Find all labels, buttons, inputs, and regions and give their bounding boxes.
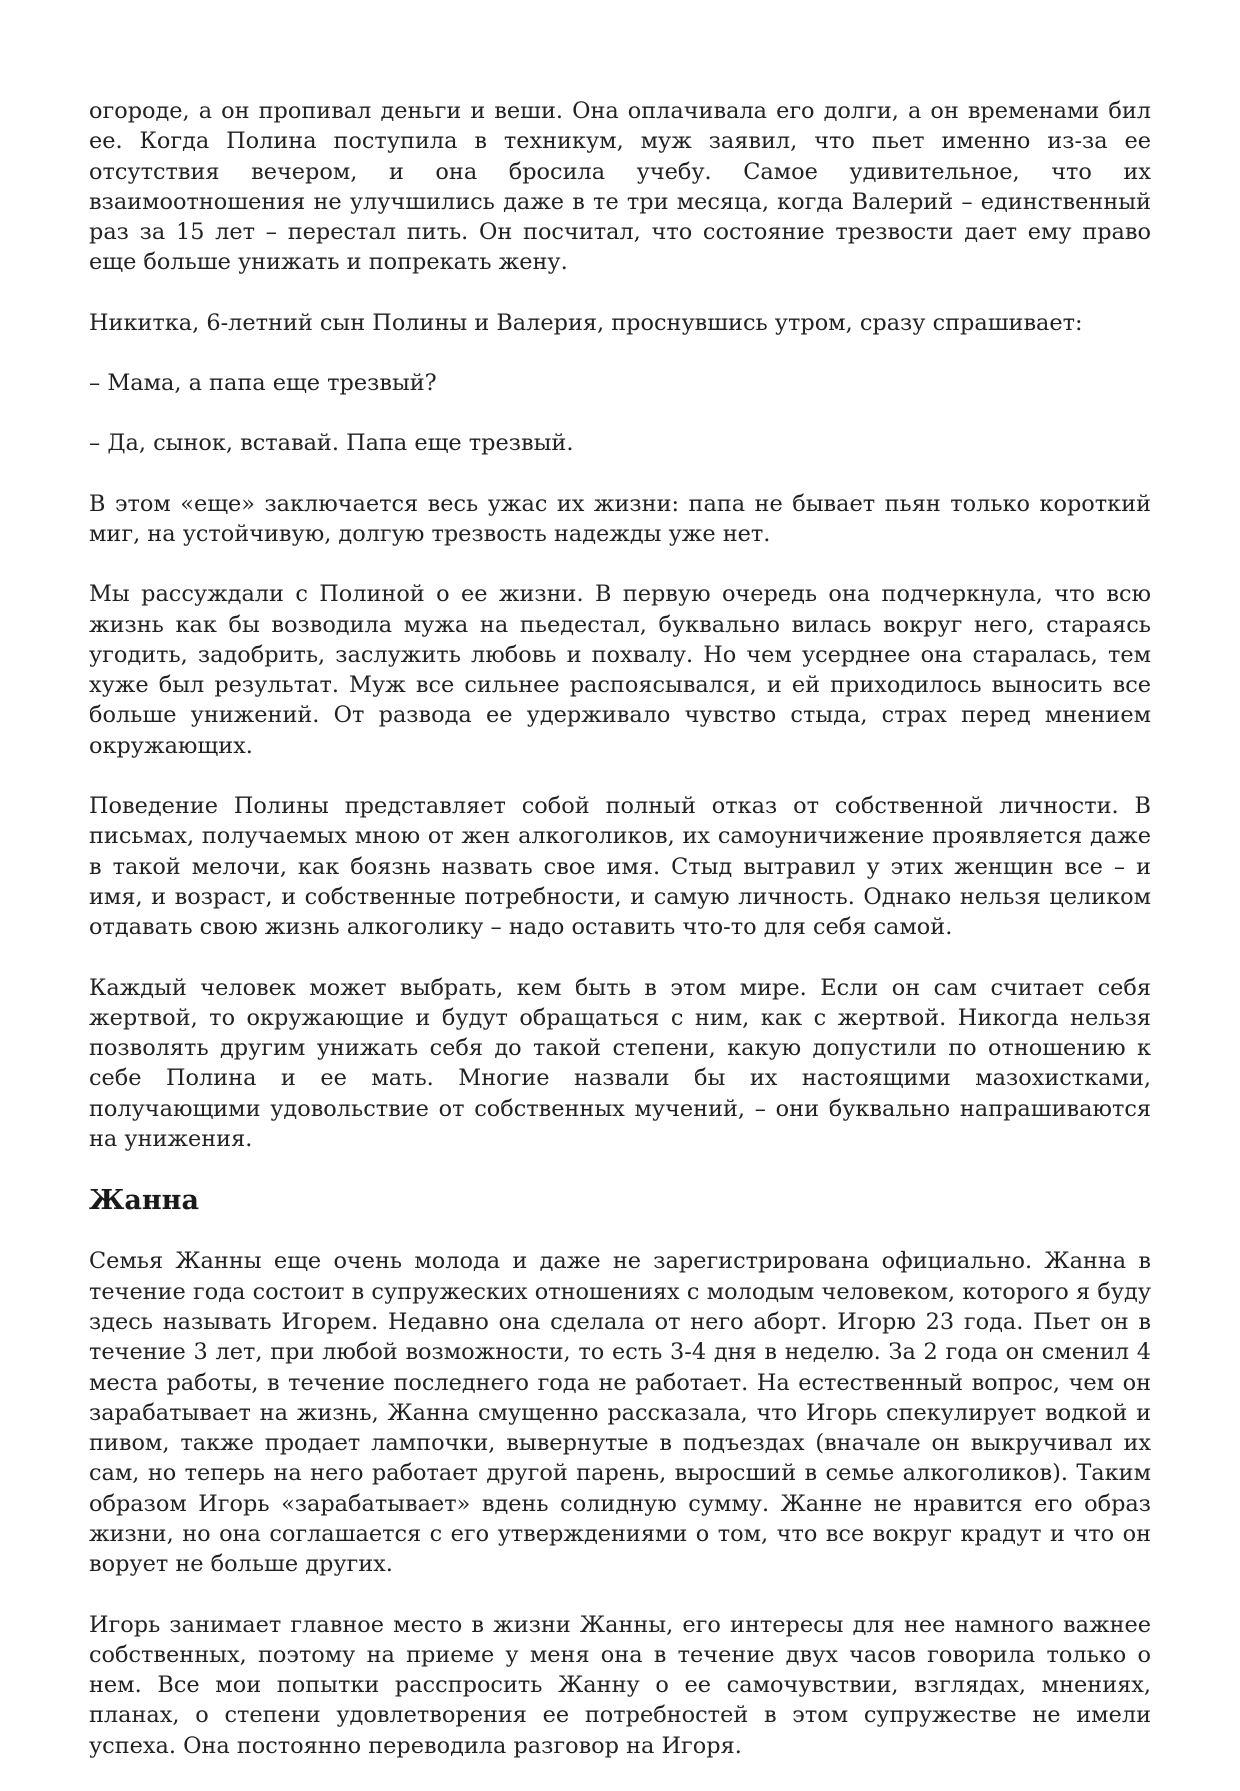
paragraph-zhanna-focus-on-igor: Игорь занимает главное место в жизни Жанны, его интересы для нее намного важнее собственных, поэтому на приеме у меня она в течение двух часов говорила только о нем. Все мои попытки расспросить Жанну о ее самочувствии, взглядах, мнениях, планах, о степени удовлетворения ее потребностей в этом супружестве не имели успеха. Она постоянно переводила разговор на Игоря. [89,1611,1151,1759]
dialogue-line-question: – Мама, а папа еще трезвый? [89,370,437,397]
paragraph-nikitka-intro: Никитка, 6-летний сын Полины и Валерия, проснувшись утром, сразу спрашивает: [89,309,1083,336]
paragraph-self-denial: Поведение Полины представляет собой полный отказ от собственной личности. В письмах, получаемых мною от жен алкоголиков, их самоуничижение проявляется даже в такой мелочи, как боязнь назвать свое имя. Стыд вытравил у этих женщин все – и имя, и возраст, и собственные потребности, и самую личность. Однако нельзя целиком отдавать свою жизнь алкоголику – надо оставить что-то для себя самой. [89,793,1151,941]
document-page [89,96,1151,1791]
paragraph-zhanna-family: Семья Жанны еще очень молода и даже не зарегистрирована официально. Жанна в течение года состоит в супружеских отношениях с молодым человеком, которого я буду здесь называть Игорем. Недавно она сделала от него аборт. Игорю 23 года. Пьет он в течение 3 лет, при любой возможности, то есть 3-4 дня в неделю. За 2 года он сменил 4 места работы, в течение последнего года не работает. На естественный вопрос, чем он зарабатывает на жизнь, Жанна смущенно рассказала, что Игорь спекулирует водкой и пивом, также продает лампочки, вывернутые в подъездах (вначале он выкручивал их сам, но теперь на него работает другой парень, выросший в семье алкоголиков). Таким образом Игорь «зарабатывает» вдень солидную сумму. Жанне не нравится его образ жизни, но она соглашается с его утверждениями о том, что все вокруг крадут и что он ворует не больше других. [89,1248,1151,1578]
paragraph-discussion-with-polina: Мы рассуждали с Полиной о ее жизни. В первую очередь она подчеркнула, что всю жизнь как бы возводила мужа на пьедестал, буквально вилась вокруг него, стараясь угодить, задобрить, заслужить любовь и похвалу. Но чем усерднее она старалась, тем хуже был результат. Муж все сильнее распоясывался, и ей приходилось выносить все больше унижений. От развода ее удерживало чувство стыда, страх перед мнением окружающих. [89,581,1151,759]
paragraph-polina-marriage: огороде, а он пропивал деньги и веши. Она оплачивала его долги, а он временами бил ее. Когда Полина поступила в техникум, муж заявил, что пьет именно из-за ее отсутствия вечером, и она бросила учебу. Самое удивительное, что их взаимоотношения не улучшились даже в те три месяца, когда Валерий – единственный раз за 15 лет – перестал пить. Он посчитал, что состояние трезвости дает ему право еще больше унижать и попрекать жену. [89,98,1151,276]
paragraph-victim-choice: Каждый человек может выбрать, кем быть в этом мире. Если он сам считает себя жертвой, то окружающие и будут обращаться с ним, как с жертвой. Никогда нельзя позволять другим унижать себя до такой степени, какую допустили по отношению к себе Полина и ее мать. Многие назвали бы их настоящими мазохистками, получающими удовольствие от собственных мучений, – они буквально напрашиваются на унижения. [89,974,1151,1153]
section-heading-zhanna: Жанна [89,1185,199,1217]
dialogue-line-answer: – Да, сынок, вставай. Папа еще трезвый. [89,430,574,457]
paragraph-still-sober: В этом «еще» заключается весь ужас их жизни: папа не бывает пьян только короткий миг, на устойчивую, долгую трезвость надежды уже нет. [89,490,1151,547]
